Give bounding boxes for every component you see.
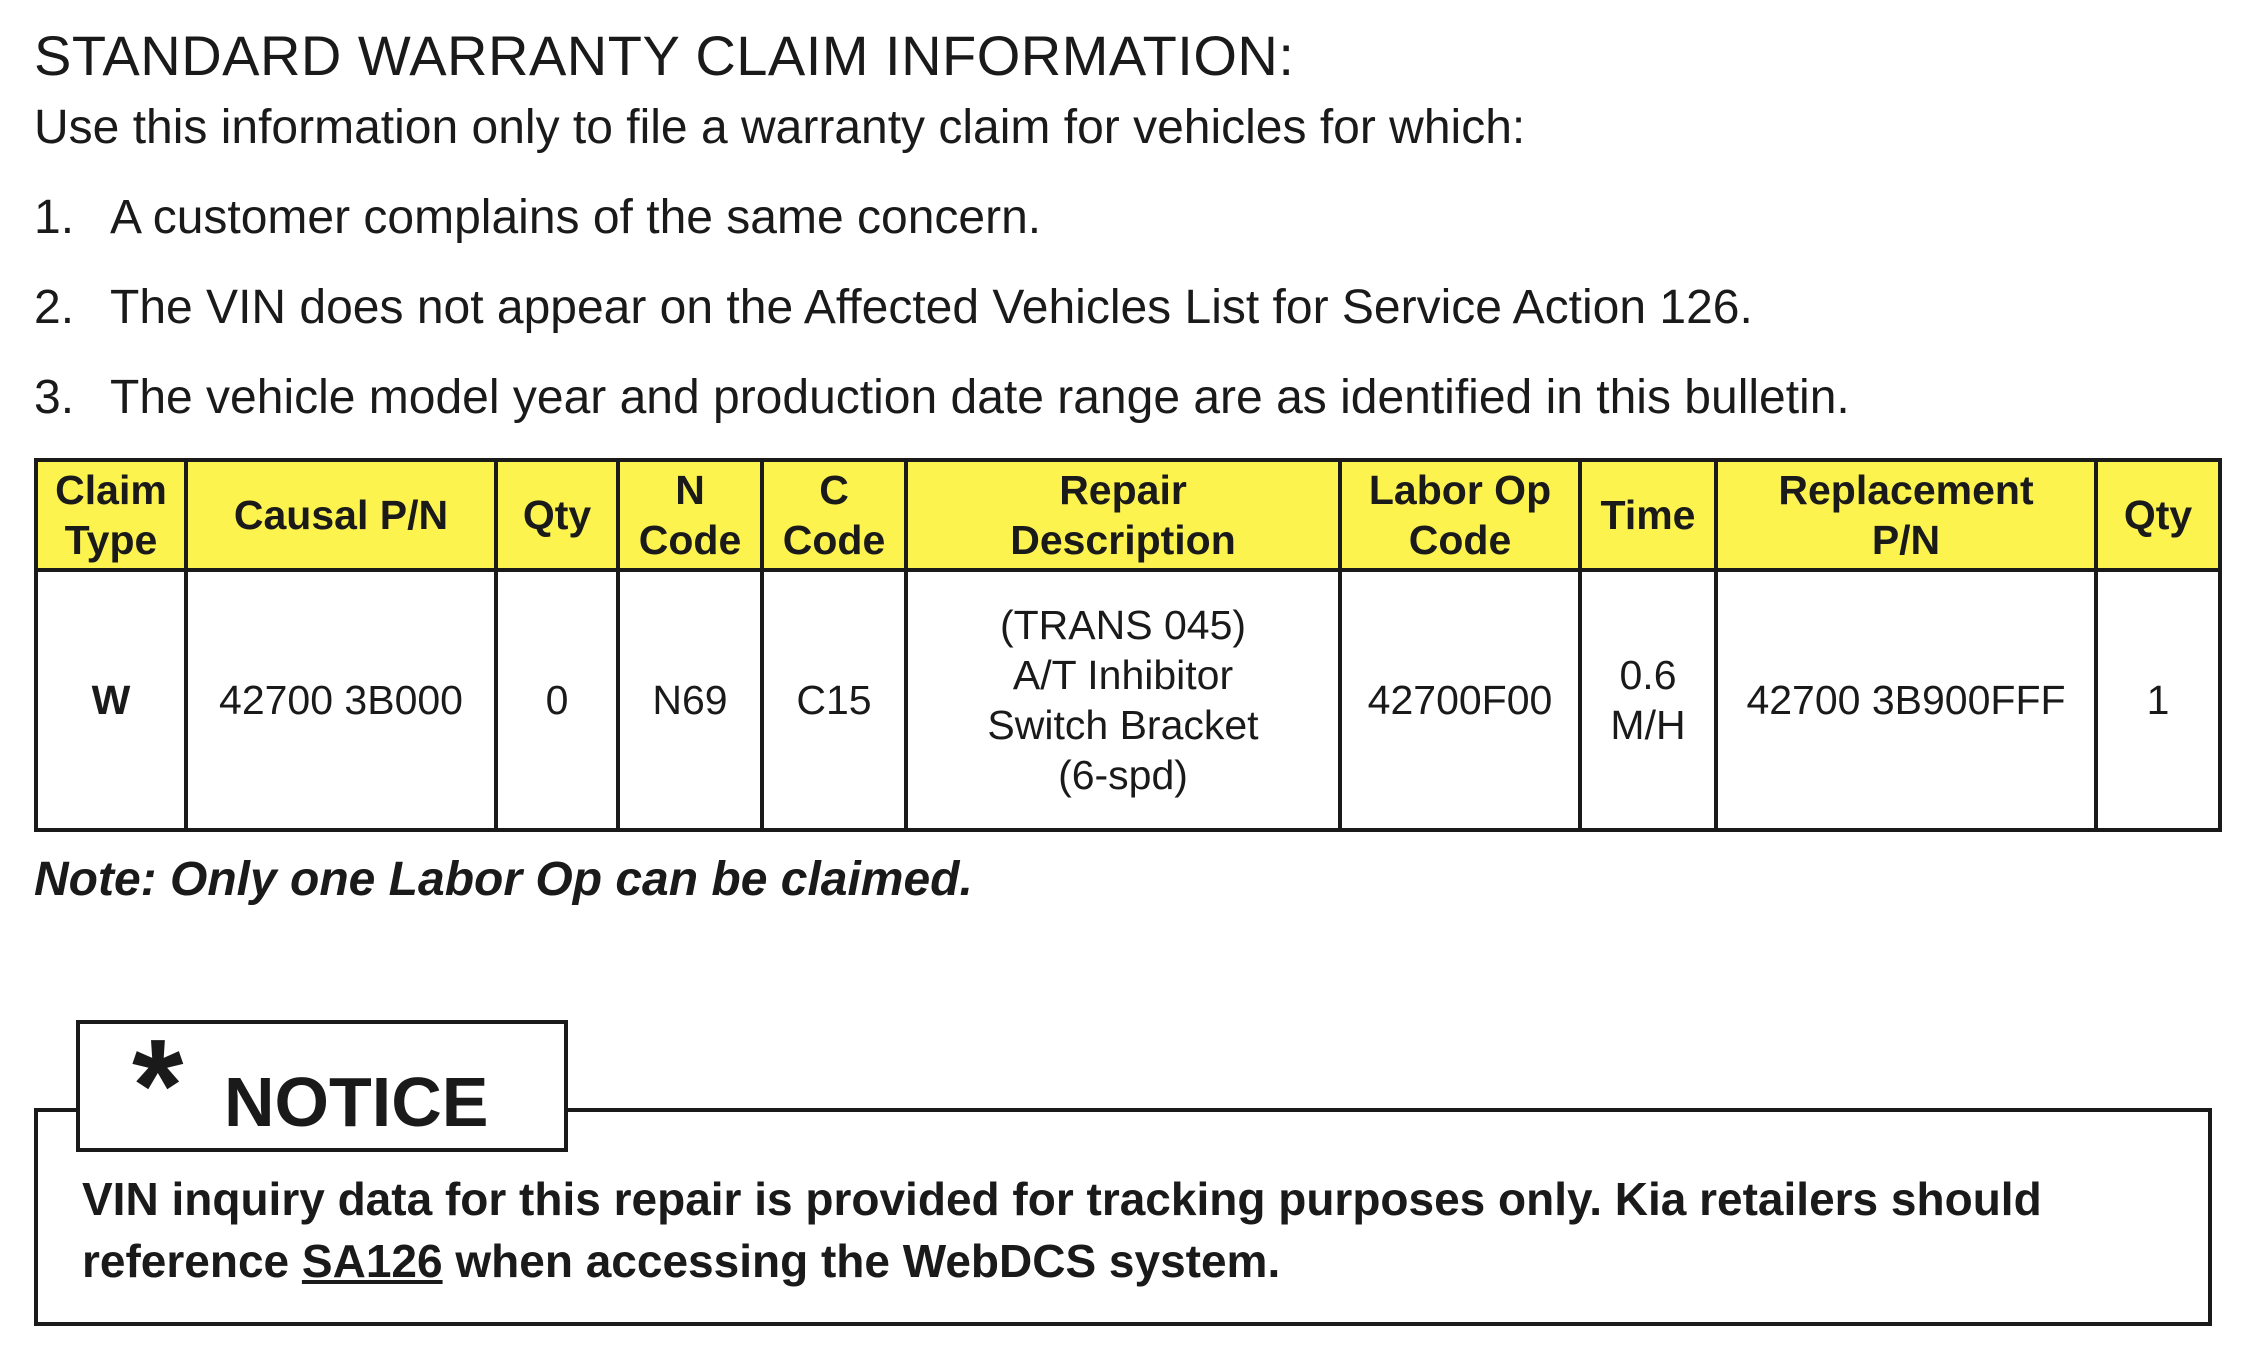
table-row: [36, 570, 2220, 830]
cell-qty: 0: [496, 570, 618, 830]
condition-number: 1.: [34, 191, 75, 244]
header-qty: Qty: [496, 460, 618, 570]
cell-repair-description: (TRANS 045) A/T Inhibitor Switch Bracket (6-spd): [906, 570, 1340, 830]
header-causal-pn: Causal P/N: [186, 460, 496, 570]
table-header-row: [36, 460, 2220, 570]
sa126-reference: SA126: [301, 1235, 443, 1287]
cell-c-code: C15: [762, 570, 906, 830]
cell-time: 0.6 M/H: [1580, 570, 1716, 830]
cell-labor-op-code: 42700F00: [1340, 570, 1580, 830]
cell-causal-pn: 42700 3B000: [186, 570, 496, 830]
asterisk-icon: *: [132, 1012, 184, 1159]
header-replacement-pn: Replacement P/N: [1716, 460, 2096, 570]
header-claim-type: Claim Type: [36, 460, 186, 570]
condition-text: A customer complains of the same concern.: [110, 191, 1042, 244]
warranty-claim-table: [34, 458, 2222, 832]
header-repair-description: Repair Description: [906, 460, 1340, 570]
condition-item: [34, 368, 1850, 428]
condition-number: 2.: [34, 281, 75, 334]
intro-text: Use this information only to file a warranty claim for vehicles for which:: [34, 101, 1526, 154]
header-labor-op-code: Labor Op Code: [1340, 460, 1580, 570]
page-title: STANDARD WARRANTY CLAIM INFORMATION:: [34, 24, 1295, 87]
cell-qty-replacement: 1: [2096, 570, 2220, 830]
header-qty-replacement: Qty: [2096, 460, 2220, 570]
condition-text: The vehicle model year and production date range are as identified in this bulletin.: [110, 371, 1850, 424]
header-n-code: N Code: [618, 460, 762, 570]
header-c-code: C Code: [762, 460, 906, 570]
labor-op-note: Note: Only one Labor Op can be claimed.: [34, 853, 973, 906]
cell-n-code: N69: [618, 570, 762, 830]
cell-claim-type: W: [36, 570, 186, 830]
notice-text: VIN inquiry data for this repair is provided for tracking purposes only. Kia retailers should reference SA126 when accessing the WebDCS system.: [82, 1173, 2042, 1287]
condition-item: [34, 278, 1753, 338]
notice-header: [76, 1012, 568, 1159]
notice-label: NOTICE: [224, 1063, 489, 1141]
condition-number: 3.: [34, 371, 75, 424]
condition-item: [34, 188, 1041, 248]
condition-text: The VIN does not appear on the Affected Vehicles List for Service Action 126.: [110, 281, 1753, 334]
header-time: Time: [1580, 460, 1716, 570]
cell-replacement-pn: 42700 3B900FFF: [1716, 570, 2096, 830]
